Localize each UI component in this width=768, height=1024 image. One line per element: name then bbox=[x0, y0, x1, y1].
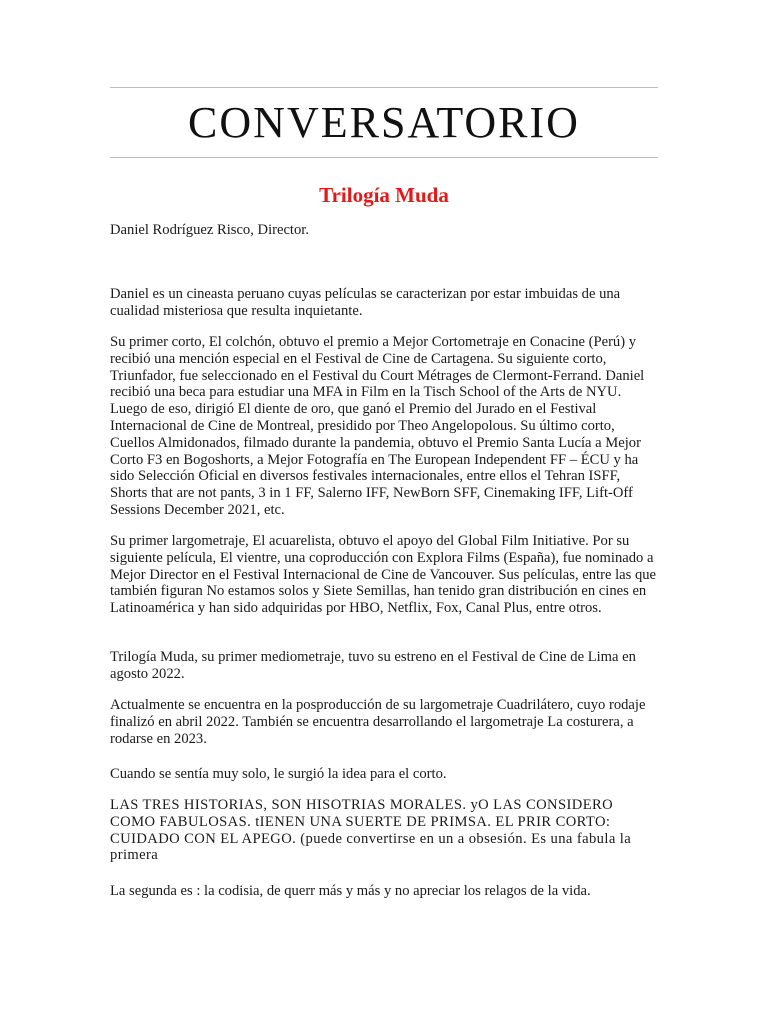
document-title: CONVERSATORIO bbox=[188, 98, 580, 147]
paragraph-current: Actualmente se encuentra en la posproducción de su largometraje Cuadrilátero, cuyo rodaje finalizó en abril 2022. También se encuentra desarrollando el largometraje La costurera, a rodarse en 2023. bbox=[110, 697, 646, 747]
paragraph-stories: LAS TRES HISTORIAS, SON HISOTRIAS MORALES. yO LAS CONSIDERO COMO FABULOSAS. tIENEN UNA SUERTE DE PRIMSA. EL PRIR CORTO: CUIDADO CON EL APEGO. (puede convertirse en un a obsesión. Es una fabula la primera bbox=[110, 797, 632, 864]
bottom-divider bbox=[110, 157, 658, 158]
paragraph-features: Su primer largometraje, El acuarelista, obtuvo el apoyo del Global Film Initiative. Por su siguiente película, El vientre, una coproducción con Explora Films (España), fue nominado a Mejor Director en el Festival Internacional de Cine de Vancouver. Sus películas, entre las que también figuran No estamos solos y Siete Semillas, han tenido gran distribución en cines en Latinoamérica y han sido adquiridas por HBO, Netflix, Fox, Canal Plus, entre otros. bbox=[110, 533, 657, 617]
document-subtitle: Trilogía Muda bbox=[319, 183, 449, 207]
paragraph-shorts: Su primer corto, El colchón, obtuvo el premio a Mejor Cortometraje en Conacine (Perú) y recibió una mención especial en el Festival de Cine de Cartagena. Su siguiente corto, Triunfador, fue seleccionado en el Festival du Court Métrages de Clermont-Ferrand. Daniel recibió una beca para estudiar una MFA in Film en la Tisch School of the Arts de NYU. Luego de eso, dirigió El diente de oro, que ganó el Premio del Jurado en el Festival Internacional de Cine de Montreal, presidido por Theo Angelopolous. Su último corto, Cuellos Almidonados, filmado durante la pandemia, obtuvo el Premio Santa Lucía a Mejor Corto F3 en Bogoshorts, a Mejor Fotografía en The European Independent FF – ÉCU y ha sido Selección Oficial en diversos festivales internacionales, entre ellos el Tehran ISFF, Shorts that are not pants, 3 in 1 FF, Salerno IFF, NewBorn SFF, Cinemaking IFF, Lift-Off Sessions December 2021, etc. bbox=[110, 334, 645, 518]
paragraph-intro: Daniel es un cineasta peruano cuyas películas se caracterizan por estar imbuidas de una cualidad misteriosa que resulta inquietante. bbox=[110, 286, 621, 319]
paragraph-second: La segunda es : la codisia, de querr más y más y no apreciar los relagos de la vida. bbox=[110, 883, 591, 899]
author-line: Daniel Rodríguez Risco, Director. bbox=[110, 222, 309, 238]
top-divider bbox=[110, 87, 658, 88]
paragraph-idea: Cuando se sentía muy solo, le surgió la idea para el corto. bbox=[110, 766, 447, 782]
paragraph-trilogia: Trilogía Muda, su primer mediometraje, tuvo su estreno en el Festival de Cine de Lima en agosto 2022. bbox=[110, 649, 636, 682]
